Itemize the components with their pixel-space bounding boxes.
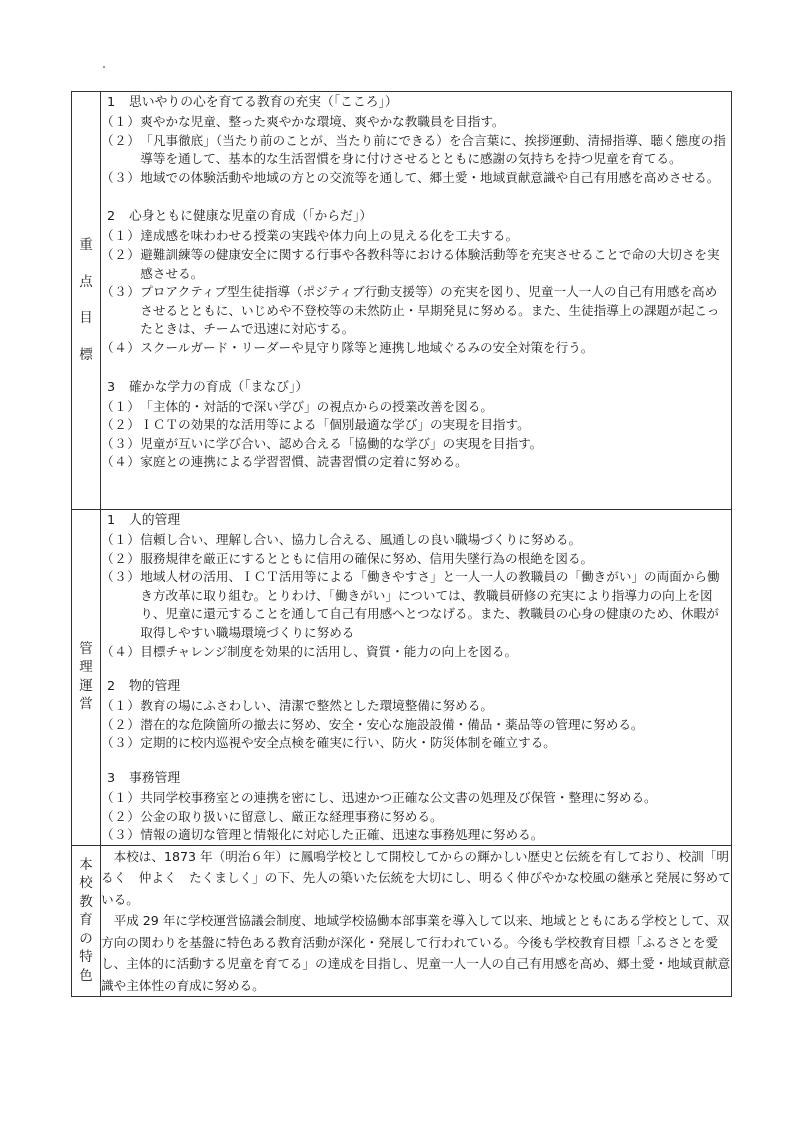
item-text: 達成感を味わわせる授業の実践や体力向上の見える化を工夫する。: [140, 228, 519, 244]
list-item: [101, 246, 731, 283]
management-label: [72, 510, 101, 846]
label-char: 標: [79, 346, 93, 363]
item-text: 教育の場にふさわしい、清潔で整然とした環境整備に努める。: [140, 698, 493, 714]
features-paragraph: 平成 29 年に学校運営協議会制度、地域学校協働本部事業を導入して以来、地域とともにある学校として、双方向の関わりを基盤に特色ある教育活動が深化・発展して行われている。今後も学校教育目標「ふるさとを愛し、主体的に活動する児童を育てる」の達成を目指し、児童一人一人の自己有用感を高め、郷土愛・地域貢献意識や主体性の育成に努める。: [101, 913, 731, 993]
label-char: 目: [79, 310, 93, 326]
section-number: 2: [107, 679, 116, 695]
label-char: 点: [79, 273, 93, 290]
management-section-2: [101, 676, 731, 753]
item-number: （４）: [101, 454, 141, 470]
section-title: 人的管理: [129, 513, 181, 528]
features-paragraph: 本校は、1873 年（明治６年）に鳳鳴学校として開校してからの輝かしい歴史と伝統を有しており、校訓「明るく 仲よく たくましく」の下、先人の築いた伝統を大切にし、明るく伸びやかな校風の継承と発展に努めている。: [101, 848, 731, 907]
label-char: 運: [79, 677, 93, 694]
item-text: 公金の取り扱いに留意し、厳正な経理事務に努める。: [140, 808, 443, 824]
spacer: [101, 358, 731, 377]
list-item: [101, 716, 731, 735]
list-item: [101, 132, 731, 169]
label-char: 校: [79, 875, 93, 892]
item-text: 定期的に校内巡視や安全点検を確実に行い、防火・防災体制を確立する。: [140, 735, 556, 751]
section-heading: [101, 377, 731, 398]
features-row: [72, 845, 732, 997]
item-number: （２）: [101, 550, 141, 566]
spacer: [101, 661, 731, 676]
section-title: 事務管理: [129, 770, 181, 786]
label-char: 営: [79, 696, 93, 713]
item-text: 服務規律を厳正にするとともに信用の確保に努め、信用失墜行為の根絶を図る。: [140, 550, 594, 566]
goal-section-3: [101, 377, 731, 472]
section-number: 1: [107, 95, 116, 110]
item-list: [101, 789, 731, 845]
management-content: [101, 510, 732, 846]
list-item: [101, 227, 731, 246]
item-text: 信頼し合い、理解し合い、協力し合える、風通しの良い職場づくりに努める。: [140, 532, 582, 547]
item-number: （１）: [101, 228, 141, 244]
item-number: （３）: [101, 569, 141, 585]
list-item: [101, 643, 731, 662]
item-text: ＩＣＴの効果的な活用等による「個別最適な学び」の実現を目指す。: [140, 417, 530, 433]
list-item: [101, 416, 731, 435]
item-number: （２）: [101, 246, 141, 262]
list-item: [101, 550, 731, 569]
label-char: 重: [79, 237, 93, 253]
item-text: 家庭との連携による学習習慣、読書習慣の定着に努める。: [140, 454, 468, 470]
item-number: （１）: [101, 114, 141, 129]
section-heading: [101, 206, 731, 227]
item-list: [101, 697, 731, 753]
item-number: （２）: [101, 808, 141, 824]
section-heading: [101, 510, 731, 531]
section-title: 物的管理: [129, 679, 181, 695]
goals-content: [101, 92, 732, 510]
label-char: の: [79, 930, 93, 947]
item-text: 「凡事徹底」（当たり前のことが、当たり前にできる）を合言葉に、挨拶運動、清掃指導、聴く態度の指導等を通して、基本的な生活習慣を身に付けさせるとともに感謝の気持ちを持つ児童を育てる。: [140, 132, 726, 167]
label-char: 特: [79, 949, 93, 966]
item-list: [101, 113, 731, 187]
goal-section-1: [101, 92, 731, 187]
list-item: [101, 568, 731, 642]
item-number: （１）: [101, 789, 141, 805]
item-number: （４）: [101, 339, 141, 355]
item-list: [101, 531, 731, 661]
item-text: 情報の適切な管理と情報化に対応した正確、迅速な事務処理に努める。: [140, 827, 544, 843]
item-number: （２）: [101, 417, 141, 433]
section-heading: [101, 768, 731, 789]
management-section-3: [101, 768, 731, 845]
item-text: スクールガード・リーダーや見守り隊等と連携し地域ぐるみの安全対策を行う。: [140, 339, 594, 355]
item-text: 児童が互いに学び合い、認め合える「協働的な学び」の実現を目指す。: [140, 435, 543, 451]
section-number: 1: [107, 513, 116, 528]
item-text: 避難訓練等の健康安全に関する行事や各教科等における体験活動等を充実させることで命の大切さを実感させる。: [140, 246, 720, 281]
item-number: （１）: [101, 532, 141, 547]
features-label: [72, 845, 101, 997]
item-text: 「主体的・対話的で深い学び」の視点からの授業改善を図る。: [140, 398, 493, 414]
item-text: 目標チャレンジ制度を効果的に活用し、資質・能力の向上を図る。: [140, 643, 518, 659]
item-number: （１）: [101, 698, 141, 714]
section-title: 心身ともに健康な児童の育成（「からだ」）: [129, 209, 373, 225]
list-item: [101, 169, 731, 188]
goal-section-2: [101, 206, 731, 357]
section-number: 3: [107, 770, 116, 786]
section-heading: [101, 676, 731, 697]
spacer: [101, 753, 731, 768]
list-item: [101, 453, 731, 472]
item-text: 共同学校事務室との連携を密にし、迅速かつ正確な公文書の処理及び保管・整理に努める。: [140, 789, 657, 805]
label-char: 育: [79, 912, 93, 929]
label-char: 教: [79, 893, 93, 910]
management-section-1: [101, 510, 731, 661]
list-item: [101, 789, 731, 808]
label-char: 本: [79, 856, 93, 873]
item-list: [101, 227, 731, 357]
list-item: [101, 531, 731, 550]
section-number: 3: [107, 379, 116, 395]
section-title: 確かな学力の育成（「まなび」）: [129, 379, 309, 395]
section-title: 思いやりの心を育てる教育の充実（「こころ」）: [129, 95, 398, 110]
list-item: [101, 734, 731, 753]
item-number: （３）: [101, 284, 141, 300]
label-char: 管: [79, 640, 93, 657]
list-item: [101, 808, 731, 827]
item-number: （１）: [101, 398, 141, 414]
section-heading: [101, 92, 731, 113]
list-item: [101, 113, 731, 132]
item-text: 地域での体験活動や地域の方との交流等を通して、郷土愛・地域貢献意識や自己有用感を高めさせる。: [140, 169, 720, 185]
list-item: [101, 398, 731, 417]
item-text: 爽やかな児童、整った爽やかな環境、爽やかな教職員を目指す。: [140, 114, 505, 129]
item-text: 地域人材の活用、ＩＣＴ活用等による「働きやすさ」と一人一人の教職員の「働きがい」の両面から働き方改革に取り組む。とりわけ、「働きがい」については、教職員研修の充実により指導力の向上を図り、児童に還元することを通して自己有用感へとつなげる。また、教職員の心身の健康のため、休暇が取得しやすい職場環境づくりに努める: [140, 569, 720, 640]
item-number: （３）: [101, 827, 141, 843]
goals-label: [72, 92, 101, 510]
scan-speck: [103, 66, 105, 68]
item-number: （３）: [101, 735, 141, 751]
list-item: [101, 283, 731, 339]
item-text: 潜在的な危険箇所の撤去に努め、安全・安心な施設設備・備品・薬品等の管理に努める。: [140, 716, 644, 732]
item-number: （４）: [101, 643, 141, 659]
list-item: [101, 697, 731, 716]
management-row: [72, 510, 732, 846]
list-item: [101, 435, 731, 454]
item-text: プロアクティブ型生徒指導（ポジティブ行動支援等）の充実を図り、児童一人一人の自己有用感を高めさせるとともに、いじめや不登校等の未然防止・早期発見に努める。また、生徒指導上の課題が起こったときは、チームで迅速に対応する。: [140, 284, 720, 337]
item-number: （３）: [101, 169, 141, 185]
spacer: [101, 187, 731, 206]
item-list: [101, 398, 731, 472]
list-item: [101, 826, 731, 845]
item-number: （３）: [101, 435, 141, 451]
label-char: 理: [79, 659, 93, 676]
item-number: （２）: [101, 716, 141, 732]
section-number: 2: [107, 209, 116, 225]
item-number: （２）: [101, 132, 141, 148]
school-plan-table: [71, 91, 732, 997]
features-content: [101, 845, 732, 997]
list-item: [101, 339, 731, 358]
label-char: 色: [79, 967, 93, 984]
goals-row: [72, 92, 732, 510]
